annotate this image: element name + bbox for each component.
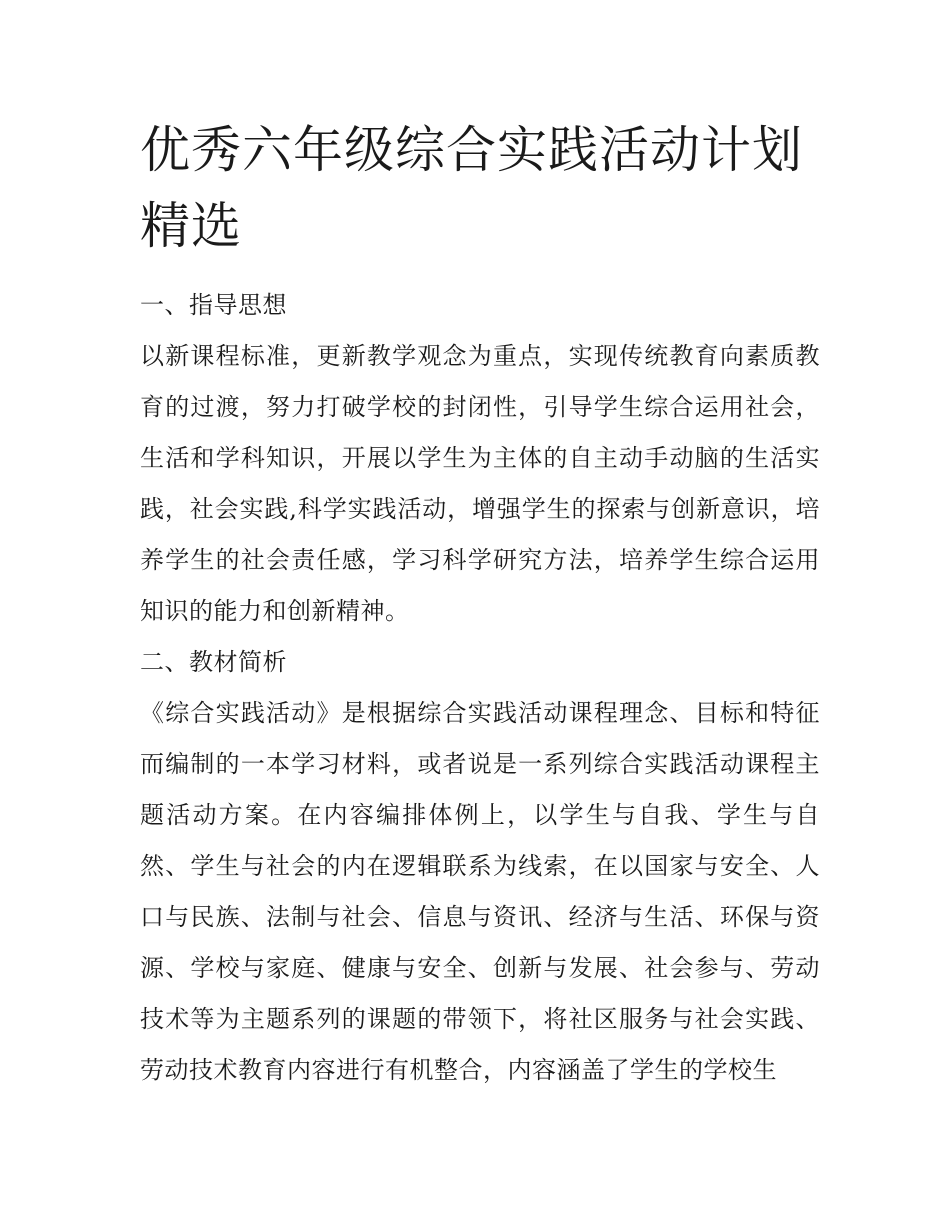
section-heading: 二、教材简析 <box>140 648 287 676</box>
document-title: 优秀六年级综合实践活动计划精选 <box>140 121 803 255</box>
section-guiding-ideology <box>140 280 820 637</box>
section-textbook-analysis <box>140 637 820 1096</box>
section-heading: 一、指导思想 <box>140 291 287 319</box>
section-paragraph: 《综合实践活动》是根据综合实践活动课程理念、目标和特征而编制的一本学习材料，或者说是一系列综合实践活动课程主题活动方案。在内容编排体例上，以学生与自我、学生与自然、学生与社会的内在逻辑联系为线索，在以国家与安全、人口与民族、法制与社会、信息与资讯、经济与生活、环保与资源、学校与家庭、健康与安全、创新与发展、社会参与、劳动技术等为主题系列的课题的带领下，将社区服务与社会实践、劳动技术教育内容进行有机整合，内容涵盖了学生的学校生 <box>140 699 820 1084</box>
section-paragraph: 以新课程标准，更新教学观念为重点，实现传统教育向素质教育的过渡，努力打破学校的封闭性，引导学生综合运用社会，生活和学科知识，开展以学生为主体的自主动手动脑的生活实践，社会实践,科学实践活动，增强学生的探索与创新意识，培养学生的社会责任感，学习科学研究方法，培养学生综合运用知识的能力和创新精神。 <box>140 342 820 625</box>
document-body <box>140 280 820 1096</box>
